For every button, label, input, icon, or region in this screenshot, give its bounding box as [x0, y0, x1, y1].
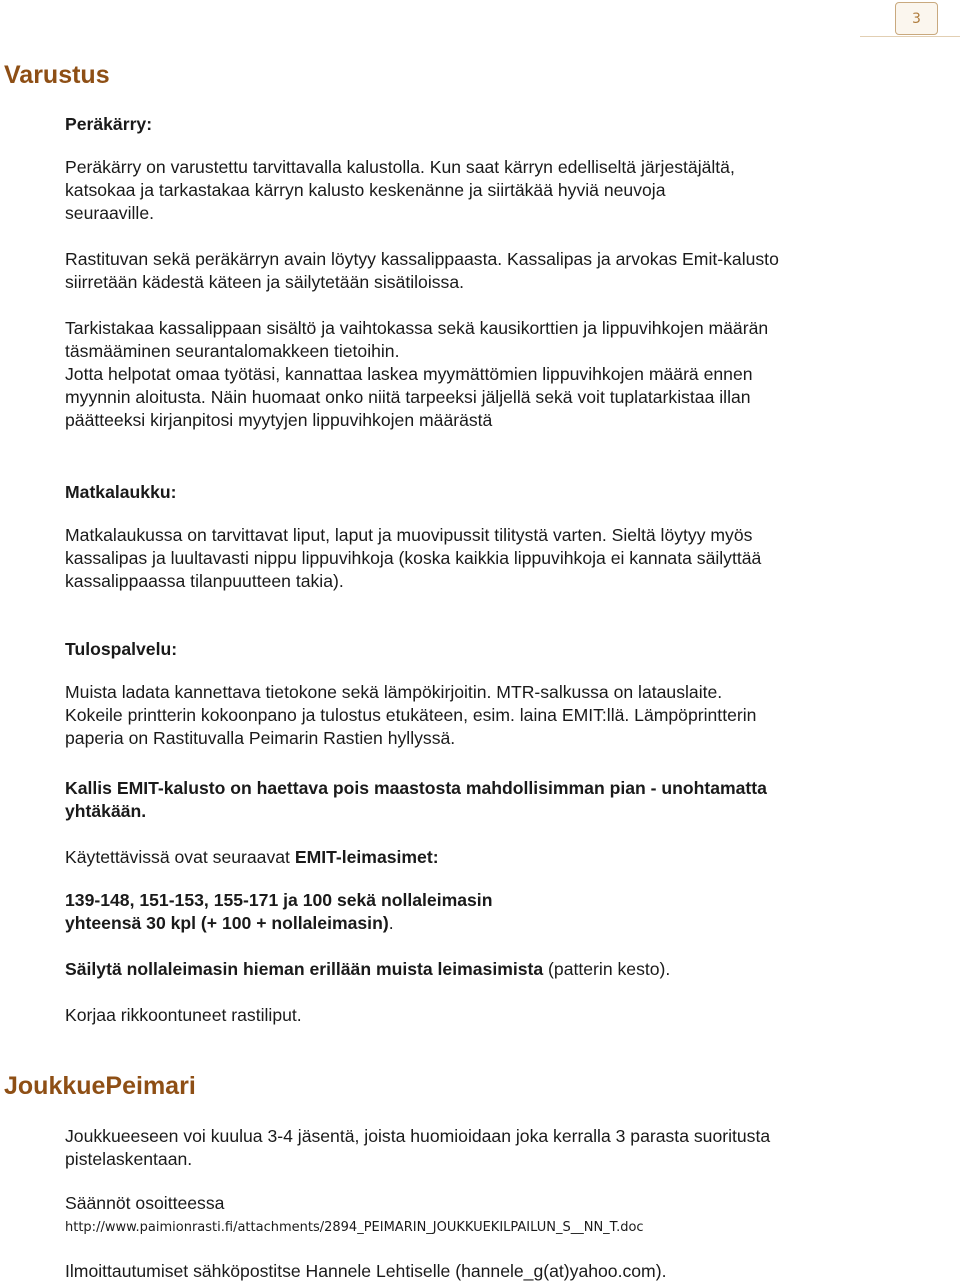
tulospalvelu-paragraph: Muista ladata kannettava tietokone sekä lämpökirjoitin. MTR-salkussa on latauslaite. Kokeile printterin kokoonpano ja tulostus etukäteen, esim. laina EMIT:llä. Lämpöprintterin paperia on Rastituvalla Peimarin Rastien hyllyssä. [65, 682, 757, 748]
stamps-list: 139-148, 151-153, 155-171 ja 100 sekä nollaleimasin yhteensä 30 kpl (+ 100 + nollaleimasin). [65, 890, 493, 933]
stamps-intro: Käytettävissä ovat seuraavat EMIT-leimasimet: [65, 847, 439, 867]
heading-perakarry: Peräkärry: [65, 114, 153, 134]
heading-matkalaukku: Matkalaukku: [65, 482, 177, 502]
matkalaukku-paragraph: Matkalaukussa on tarvittavat liput, laput ja muovipussit tilitystä varten. Sieltä löytyy myös kassalipas ja luultavasti nippu lippuvihkoja (koska kaikkia lippuvihkoja ei kannata säilyttää kassalippaassa tilanpuutteen takia). [65, 525, 762, 591]
heading-tulospalvelu: Tulospalvelu: [65, 639, 178, 659]
section-title-joukkuepeimari: JoukkuePeimari [4, 1072, 196, 1100]
zero-stamp-note: Säilytä nollaleimasin hieman erillään muista leimasimista (patterin kesto). [65, 959, 671, 979]
perakarry-paragraph-1: Peräkärry on varustettu tarvittavalla kalustolla. Kun saat kärryn edelliseltä järjestäjältä, katsokaa ja tarkastakaa kärryn kalusto keskenänne ja siirtäkää hyviä neuvoja seuraaville. [65, 157, 735, 223]
perakarry-paragraph-3: Tarkistakaa kassalippaan sisältö ja vaihtokassa sekä kausikorttien ja lippuvihkojen määrän täsmääminen seurantalomakkeen tietoihin. Jotta helpotat omaa työtäsi, kannattaa laskea myymättömien lippuvihkojen määrä ennen myynnin aloitusta. Näin huomaat onko niitä tarpeeksi jäljellä sekä voit tuplatarkistaa illan päätteeksi kirjanpitosi myytyjen lippuvihkojen määrästä [65, 318, 769, 430]
section-title-varustus: Varustus [4, 61, 110, 89]
header-divider [860, 36, 960, 37]
joukkue-paragraph: Joukkueeseen voi kuulua 3-4 jäsentä, joista huomioidaan joka kerralla 3 parasta suoritusta pistelaskentaan. [65, 1126, 771, 1169]
signup-note: Ilmoittautumiset sähköpostitse Hannele Lehtiselle (hannele_g(at)yahoo.com). [65, 1261, 667, 1281]
emit-warning: Kallis EMIT-kalusto on haettava pois maastosta mahdollisimman pian - unohtamatta yhtäkään. [65, 778, 767, 821]
page-number-badge: 3 [895, 2, 938, 35]
rules-label: Säännöt osoitteessa [65, 1193, 225, 1213]
repair-flags-note: Korjaa rikkoontuneet rastiliput. [65, 1005, 302, 1025]
perakarry-paragraph-2: Rastituvan sekä peräkärryn avain löytyy kassalippaasta. Kassalipas ja arvokas Emit-kalusto siirretään kädestä käteen ja säilytetään sisätiloissa. [65, 249, 779, 292]
rules-url-link[interactable]: http://www.paimionrasti.fi/attachments/2894_PEIMARIN_JOUKKUEKILPAILUN_S__NN_T.doc [65, 1220, 644, 1235]
